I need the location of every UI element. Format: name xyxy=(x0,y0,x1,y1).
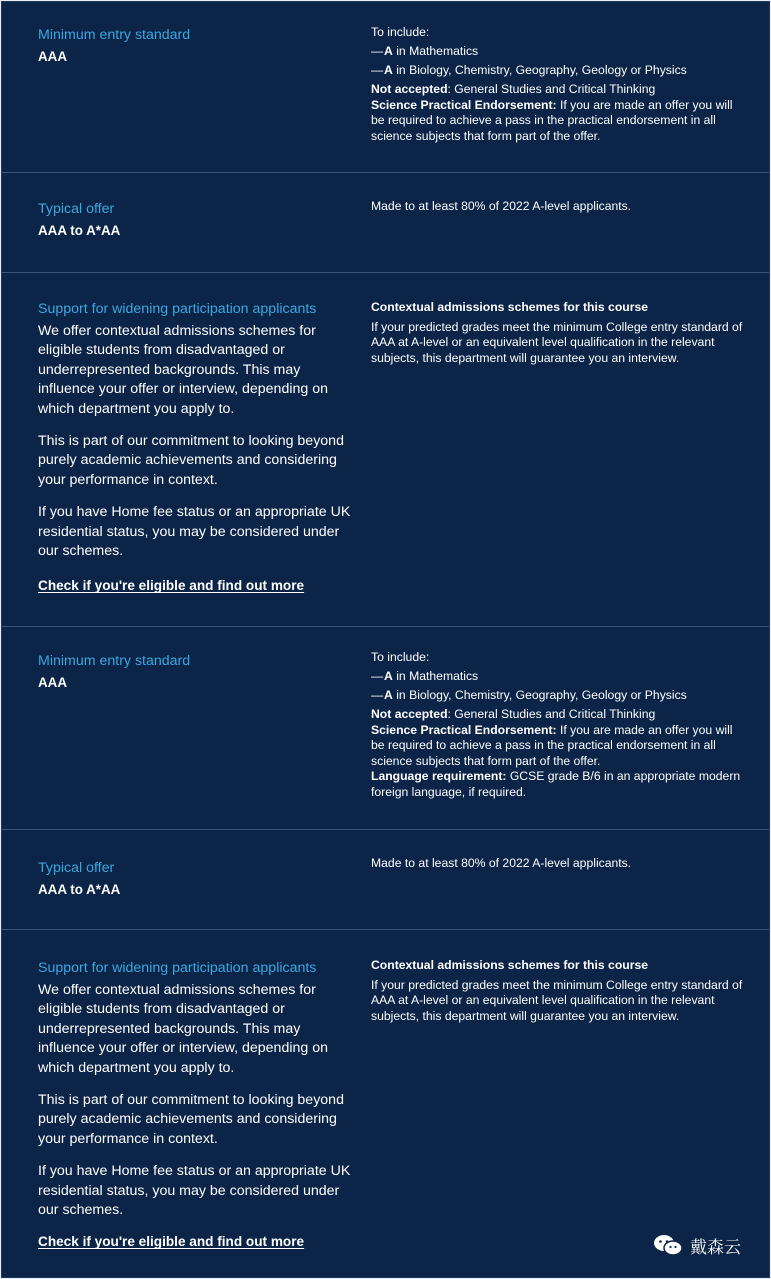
schemes-text: If your predicted grades meet the minimum College entry standard of AAA at A-level or an equivalent level qualification in the relevant subjects, this department will guarantee you an interview. xyxy=(371,319,743,365)
wechat-icon xyxy=(652,1233,684,1257)
requirement-grade: A xyxy=(384,63,393,77)
science-practical-endorsement xyxy=(371,723,746,770)
widening-paragraph: We offer contextual admissions schemes for eligible students from disadvantaged or underrepresented backgrounds. This may influence your offer or interview, depending on which department you apply to. xyxy=(38,323,328,417)
language-label: Language requirement: xyxy=(371,769,507,783)
requirement-item xyxy=(371,63,746,79)
schemes-text: If your predicted grades meet the minimum College entry standard of AAA at A-level or an equivalent level qualification in the relevant subjects, this department will guarantee you an interview. xyxy=(371,977,743,1023)
eligibility-link[interactable]: Check if you're eligible and find out more xyxy=(38,1234,305,1250)
not-accepted xyxy=(371,707,746,723)
widening-paragraph: This is part of our commitment to looking beyond purely academic achievements and considering your performance in context. xyxy=(38,1092,344,1147)
dash-glyph: — xyxy=(371,688,384,702)
dash-glyph: — xyxy=(371,669,384,683)
typical-offer-value: AAA to A*AA xyxy=(38,882,121,897)
schemes-title: Contextual admissions schemes for this course xyxy=(371,300,649,314)
min-entry-label: Minimum entry standard xyxy=(38,27,191,43)
eligibility-link[interactable]: Check if you're eligible and find out more xyxy=(38,578,305,594)
widening-participation-row xyxy=(2,930,769,1278)
requirement-text: in Mathematics xyxy=(392,44,479,58)
spe-text: If you are made an offer you will be required to achieve a pass in the practical endorsement in all science subjects that form part of the offer. xyxy=(371,97,733,143)
min-entry-value: AAA xyxy=(38,49,68,64)
typical-offer-label: Typical offer xyxy=(38,860,115,876)
widening-paragraph: This is part of our commitment to looking beyond purely academic achievements and considering your performance in context. xyxy=(38,433,344,488)
min-entry-left xyxy=(38,26,360,66)
spe-label: Science Practical Endorsement: xyxy=(371,722,557,737)
science-practical-endorsement xyxy=(371,98,746,145)
typical-offer-left xyxy=(38,200,360,240)
widening-left xyxy=(38,959,360,1251)
requirement-text: in Biology, Chemistry, Geography, Geology or Physics xyxy=(392,63,687,77)
min-entry-row xyxy=(2,2,769,173)
widening-label: Support for widening participation applicants xyxy=(38,960,317,976)
min-entry-left xyxy=(38,652,360,692)
requirement-item xyxy=(371,688,746,704)
requirement-text: in Mathematics xyxy=(392,669,479,683)
to-include-text: To include: xyxy=(371,650,430,664)
min-entry-value: AAA xyxy=(38,675,68,690)
spe-label: Science Practical Endorsement: xyxy=(371,97,557,112)
language-requirement xyxy=(371,769,746,800)
not-accepted-label: Not accepted xyxy=(371,82,448,96)
not-accepted-label: Not accepted xyxy=(371,707,448,721)
widening-paragraph: If you have Home fee status or an appropriate UK residential status, you may be considered under our schemes. xyxy=(38,504,351,560)
dash-glyph: — xyxy=(371,44,384,58)
dash-glyph: — xyxy=(371,63,384,77)
watermark-text: 戴森云 xyxy=(690,1237,741,1257)
requirement-item xyxy=(371,669,746,685)
to-include-text: To include: xyxy=(371,25,430,39)
requirement-grade: A xyxy=(384,44,393,58)
typical-offer-row xyxy=(2,830,769,930)
contextual-schemes xyxy=(371,958,746,1024)
widening-left xyxy=(38,300,360,595)
watermark xyxy=(652,1232,741,1258)
typical-offer-note: Made to at least 80% of 2022 A-level applicants. xyxy=(371,856,632,870)
schemes-title: Contextual admissions schemes for this course xyxy=(371,958,649,972)
not-accepted-text: : General Studies and Critical Thinking xyxy=(447,82,656,96)
spe-text: If you are made an offer you will be required to achieve a pass in the practical endorsement in all science subjects that form part of the offer. xyxy=(371,722,733,768)
widening-paragraph: If you have Home fee status or an appropriate UK residential status, you may be considered under our schemes. xyxy=(38,1163,351,1219)
widening-label: Support for widening participation applicants xyxy=(38,301,317,317)
contextual-schemes xyxy=(371,300,746,366)
widening-paragraph: We offer contextual admissions schemes for eligible students from disadvantaged or underrepresented backgrounds. This may influence your offer or interview, depending on which department you apply to. xyxy=(38,982,328,1076)
min-entry-details xyxy=(371,25,746,144)
min-entry-row xyxy=(2,627,769,830)
typical-offer-left xyxy=(38,859,360,899)
requirement-text: in Biology, Chemistry, Geography, Geology or Physics xyxy=(392,688,687,702)
typical-offer-value: AAA to A*AA xyxy=(38,223,121,238)
not-accepted xyxy=(371,82,746,98)
requirement-grade: A xyxy=(384,669,393,683)
typical-offer-row xyxy=(2,173,769,273)
entry-requirements-panel xyxy=(1,1,770,1278)
requirement-grade: A xyxy=(384,688,393,702)
requirement-item xyxy=(371,44,746,60)
not-accepted-text: : General Studies and Critical Thinking xyxy=(447,707,656,721)
min-entry-label: Minimum entry standard xyxy=(38,653,191,669)
typical-offer-label: Typical offer xyxy=(38,201,115,217)
min-entry-details xyxy=(371,650,746,800)
language-text: GCSE grade B/6 in an appropriate modern foreign language, if required. xyxy=(371,769,741,799)
widening-participation-row xyxy=(2,273,769,627)
typical-offer-note: Made to at least 80% of 2022 A-level applicants. xyxy=(371,199,632,213)
